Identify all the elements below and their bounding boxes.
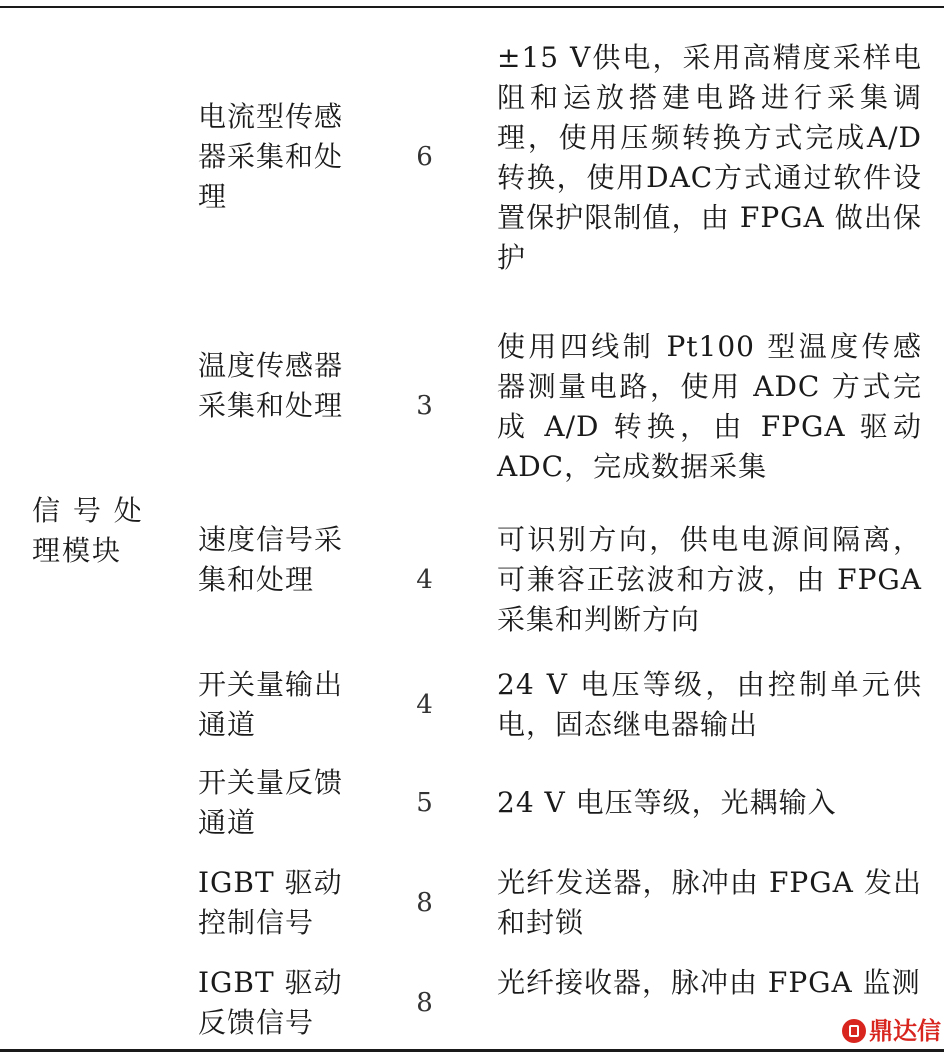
watermark (842, 1016, 941, 1046)
row-4-count: 4 (416, 690, 434, 720)
row-7-count: 8 (416, 988, 434, 1018)
row-6-description: 光纤发送器，脉冲由 FPGA 发出和封锁 (497, 866, 922, 939)
row-2-count: 3 (416, 391, 434, 421)
table-top-rule (0, 6, 944, 8)
row-3-count: 4 (416, 565, 434, 595)
row-4-name: 开关量输出通道 (198, 668, 344, 741)
row-7-name: IGBT 驱动反馈信号 (198, 966, 343, 1039)
row-2-name: 温度传感器采集和处理 (198, 349, 344, 422)
row-5-count: 5 (416, 788, 434, 818)
row-6-count: 8 (416, 888, 434, 918)
row-7-description: 光纤接收器，脉冲由 FPGA 监测 (497, 966, 921, 999)
row-5-description: 24 V 电压等级，光耦输入 (497, 786, 837, 819)
row-5-name: 开关量反馈通道 (198, 766, 344, 839)
dingdaxin-logo-icon (842, 1019, 866, 1043)
row-4-description: 24 V 电压等级，由控制单元供电，固态继电器输出 (497, 668, 922, 741)
row-1-name: 电流型传感器采集和处理 (198, 100, 344, 213)
row-6-name: IGBT 驱动控制信号 (198, 866, 343, 939)
category-cell: 信 号 处理模块 (32, 494, 144, 567)
table-bottom-rule (0, 1049, 944, 1052)
row-3-name: 速度信号采集和处理 (198, 523, 344, 596)
row-2-description: 使用四线制 Pt100 型温度传感器测量电路，使用 ADC 方式完成 A/D 转换，由 FPGA 驱动 ADC，完成数据采集 (497, 330, 922, 483)
row-1-count: 6 (416, 142, 434, 172)
row-1-description: ±15 V供电，采用高精度采样电阻和运放搭建电路进行采集调理，使用压频转换方式完成A/D转换，使用DAC方式通过软件设置保护限制值，由 FPGA 做出保护 (497, 41, 922, 274)
row-3-description: 可识别方向，供电电源间隔离，可兼容正弦波和方波，由 FPGA 采集和判断方向 (497, 523, 922, 636)
watermark-text: 鼎达信 (869, 1017, 941, 1045)
